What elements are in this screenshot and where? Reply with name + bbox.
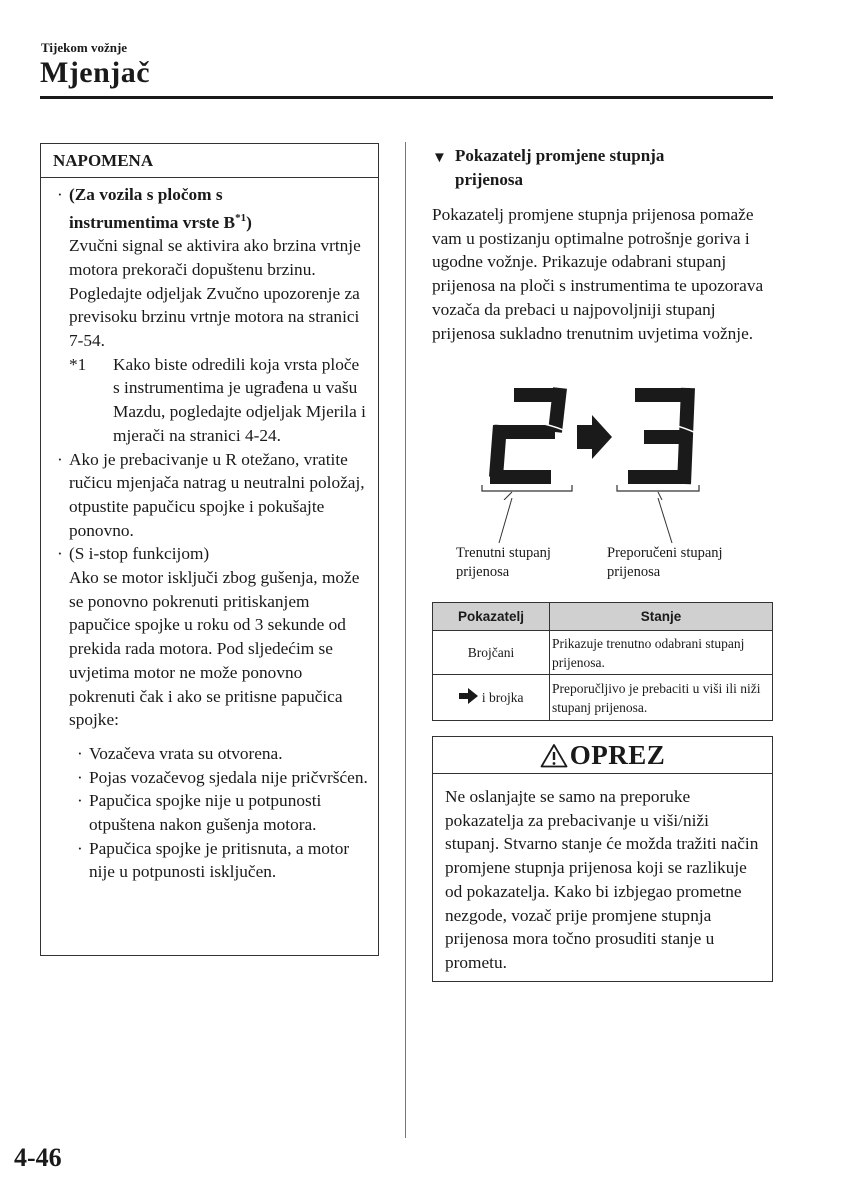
note-item xyxy=(57,183,370,448)
table-cell: Preporučljivo je prebaciti u viši ili niži stupanj prijenosa. xyxy=(550,675,773,721)
footnote-text: Kako biste odredili koja vrsta ploče s instrumentima je ugrađena u vašu Mazdu, pogledajte odjeljak Mjerila i mjerači na stranici 4-24. xyxy=(113,354,366,445)
warning-header xyxy=(433,737,772,774)
section-label: Tijekom vožnje xyxy=(41,40,128,55)
bracket-recommended xyxy=(617,485,699,491)
page-number: 4-46 xyxy=(14,1143,62,1172)
bullet-dot: · xyxy=(57,185,63,204)
warning-title: OPREZ xyxy=(569,740,666,770)
list-item: · Papučica spojke je pritisnuta, a motor nije u potpunosti isključen. xyxy=(77,838,350,882)
arrow-right-icon xyxy=(577,415,612,459)
note-item-text: Ako se motor isključi zbog gušenja, može se ponovno pokrenuti pritiskanjem papučice spojke u roku od 3 sekunde od prekida rada motora. Pod sljedećim se uvjetima motor ne može ponovno pokrenuti čak i ako se pritisne papučica spojke: xyxy=(69,568,360,730)
note-box xyxy=(40,143,379,956)
note-item-title: (S i-stop funkcijom) xyxy=(69,544,210,564)
arrow-right-icon xyxy=(459,688,479,704)
list-item: · Papučica spojke nije u potpunosti otpuštena nakon gušenja motora. xyxy=(77,791,322,835)
section-heading: ▼ Pokazatelj promjene stupnja prijenosa xyxy=(432,146,665,189)
note-item xyxy=(57,542,370,732)
table-row xyxy=(433,675,773,721)
label-current-gear: Trenutni stupanj prijenosa xyxy=(456,545,551,580)
table-cell: Brojčani xyxy=(433,631,550,675)
bracket-current xyxy=(482,485,572,491)
triangle-down-icon: ▼ xyxy=(432,150,447,166)
table-cell: i brojka xyxy=(433,675,550,721)
indicator-table xyxy=(432,602,773,721)
bullet-dot: · xyxy=(57,544,63,564)
gear-indicator-diagram xyxy=(452,385,772,500)
column-header: Pokazatelj xyxy=(433,603,550,631)
digit-current xyxy=(490,388,560,477)
table-cell: Prikazuje trenutno odabrani stupanj prijenosa. xyxy=(550,631,773,675)
warning-box xyxy=(432,736,773,982)
warning-triangle-icon xyxy=(540,743,568,768)
note-item-text: Pogledajte odjeljak Zvučno upozorenje za previsoku brzinu vrtnje motora na stranici 7-54. xyxy=(69,283,360,350)
list-item: · Pojas vozačevog sjedala nije pričvršćen. xyxy=(77,767,368,787)
footnote xyxy=(69,353,370,448)
note-item-text: Zvučni signal se aktivira ako brzina vrtnje motora prekorači dopuštenu brzinu. xyxy=(69,236,361,279)
note-body xyxy=(41,178,378,884)
note-item xyxy=(57,448,370,543)
label-recommended-gear: Preporučeni stupanj prijenosa xyxy=(607,545,723,580)
column-header: Stanje xyxy=(550,603,773,631)
footnote-mark: *1 xyxy=(69,354,87,374)
list-item: · Vozačeva vrata su otvorena. xyxy=(77,743,283,763)
table-header-row xyxy=(433,603,773,631)
intro-paragraph: Pokazatelj promjene stupnja prijenosa pomaže vam u postizanju optimalne potrošnje goriva i ugodne vožnje. Prikazuje odabrani stupanj prijenosa na ploči s instrumentima te upozorava vozača da prebaci u najpovoljniji stupanj prijenosa sukladno trenutnim uvjetima vožnje. xyxy=(432,205,764,343)
warning-text: Ne oslanjajte se samo na preporuke pokazatelja za prebacivanje u viši/niži stupanj. Stvarno stanje će možda tražiti način promjene stupnja prijenosa koji se razlikuje od pokazatelja. Kako bi izbjegao prometne nezgode, vozač prije promjene stupnja prijenosa mora točno prosuditi stanje u prometu. xyxy=(445,787,759,972)
table-row xyxy=(433,631,773,675)
leader-lines xyxy=(452,498,772,546)
bullet-dot: · xyxy=(57,449,63,469)
conditions-list xyxy=(57,742,370,884)
column-divider xyxy=(405,142,406,1138)
note-heading: NAPOMENA xyxy=(41,144,378,178)
note-item-title: (Za vozila s pločom s instrumentima vrste $B^{*1}$) xyxy=(69,185,252,232)
note-item-text: Ako je prebacivanje u R otežano, vratite ručicu mjenjača natrag u neutralni položaj, otpustite papučicu spojke i pokušajte ponovno. xyxy=(69,449,365,540)
digit-recommended xyxy=(628,388,690,484)
title-rule xyxy=(40,96,773,99)
page-title: Mjenjač xyxy=(40,56,151,89)
